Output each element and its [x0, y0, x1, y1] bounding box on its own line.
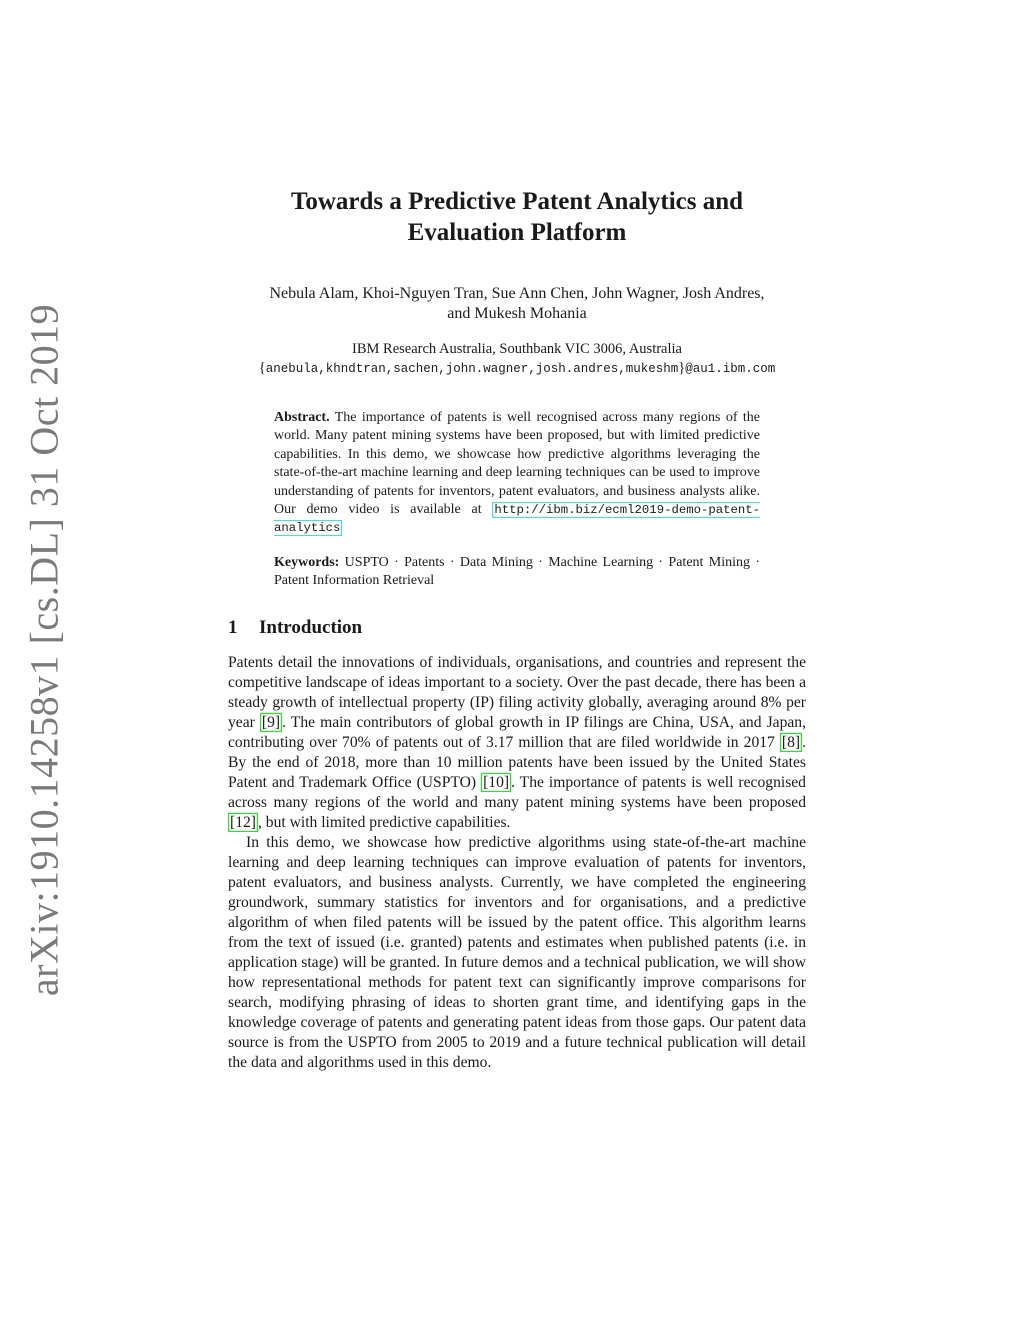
affiliation-block: [228, 340, 806, 379]
section-title: Introduction: [259, 617, 363, 638]
keywords-label: Keywords:: [274, 555, 340, 570]
section-number: 1: [228, 617, 238, 638]
keywords: [274, 554, 760, 591]
email-users: anebula,khndtran,sachen,john.wagner,josh.andres,mukeshm: [265, 362, 679, 376]
citation-10[interactable]: [10]: [483, 774, 510, 791]
paper-title: [228, 186, 806, 248]
abstract-label: Abstract.: [274, 410, 330, 425]
p1-part-b: . The main contributors of global growth in IP filings are China, USA, and Japan, contributing over 70% of patents out of 3.17 million that are filed worldwide in 2017: [228, 714, 806, 751]
citation-8[interactable]: [8]: [781, 734, 801, 751]
citation-12[interactable]: [12]: [230, 814, 256, 831]
authors-line-2: and Mukesh Mohania: [447, 305, 587, 322]
introduction-body: [228, 653, 806, 1073]
email-domain: @au1.ibm.com: [685, 362, 776, 376]
citation-9[interactable]: [9]: [261, 714, 281, 731]
demo-video-link[interactable]: http://ibm.biz/ecml2019-demo-patent-analytics: [274, 503, 760, 536]
keywords-text: USPTO · Patents · Data Mining · Machine Learning · Patent Mining · Patent Information Retrieval: [274, 555, 760, 589]
intro-paragraph-1: [228, 653, 806, 833]
intro-paragraph-2: In this demo, we showcase how predictive algorithms using state-of-the-art machine learning and deep learning techniques can improve evaluation of patents for inventors, patent evaluators, and business analysts. Currently, we have completed the engineering groundwork, summary statistics for inventors and for organisations, and a predictive algorithm of when filed patents will be issued by the patent office. This algorithm learns from the text of issued (i.e. granted) patents and estimates when published patents (i.e. in application stage) will be granted. In future demos and a technical publication, we will show how representational methods for patent text can significantly improve comparisons for search, modifying phrasing of ideas to shorten grant time, and identifying gaps in the knowledge coverage of patents and generating patent ideas from those gaps. Our patent data source is from the USPTO from 2005 to 2019 and a future technical publication will detail the data and algorithms used in this demo.: [228, 834, 806, 1071]
p1-part-c: . By the end of 2018, more than 10 million patents have been issued by the United States Patent and Trademark Office (USPTO): [228, 734, 807, 791]
affiliation: IBM Research Australia, Southbank VIC 3006, Australia: [352, 341, 682, 357]
title-line-2: Evaluation Platform: [407, 219, 627, 246]
email-brace-close: }: [678, 360, 686, 376]
email-brace-open: {: [258, 360, 266, 376]
p1-part-a: Patents detail the innovations of individuals, organisations, and countries and represent the competitive landscape of ideas important to a society. Over the past decade, there has been a steady growth of intellectual property (IP) filing activity globally, averaging around 8% per year: [228, 654, 806, 731]
abstract-text: The importance of patents is well recognised across many regions of the world. Many patent mining systems have been proposed, but with limited predictive capabilities. In this demo, we showcase how predictive algorithms leveraging the state-of-the-art machine learning and deep learning techniques can be used to improve understanding of patents for inventors, patent evaluators, and business analysts alike. Our demo video is available at: [274, 410, 760, 518]
author-emails: [228, 359, 806, 379]
arxiv-identifier-text: arXiv:1910.14258v1 [cs.DL] 31 Oct 2019: [21, 303, 67, 997]
title-line-1: Towards a Predictive Patent Analytics and: [290, 188, 744, 215]
authors-line-1: Nebula Alam, Khoi-Nguyen Tran, Sue Ann Chen, John Wagner, Josh Andres,: [269, 285, 765, 302]
abstract: [274, 409, 760, 538]
p1-part-e: , but with limited predictive capabilities.: [257, 814, 511, 831]
p1-part-d: . The importance of patents is well recognised across many regions of the world and many patent mining systems have been proposed: [228, 774, 806, 811]
author-list: [228, 284, 806, 324]
section-heading-introduction: [228, 617, 806, 639]
